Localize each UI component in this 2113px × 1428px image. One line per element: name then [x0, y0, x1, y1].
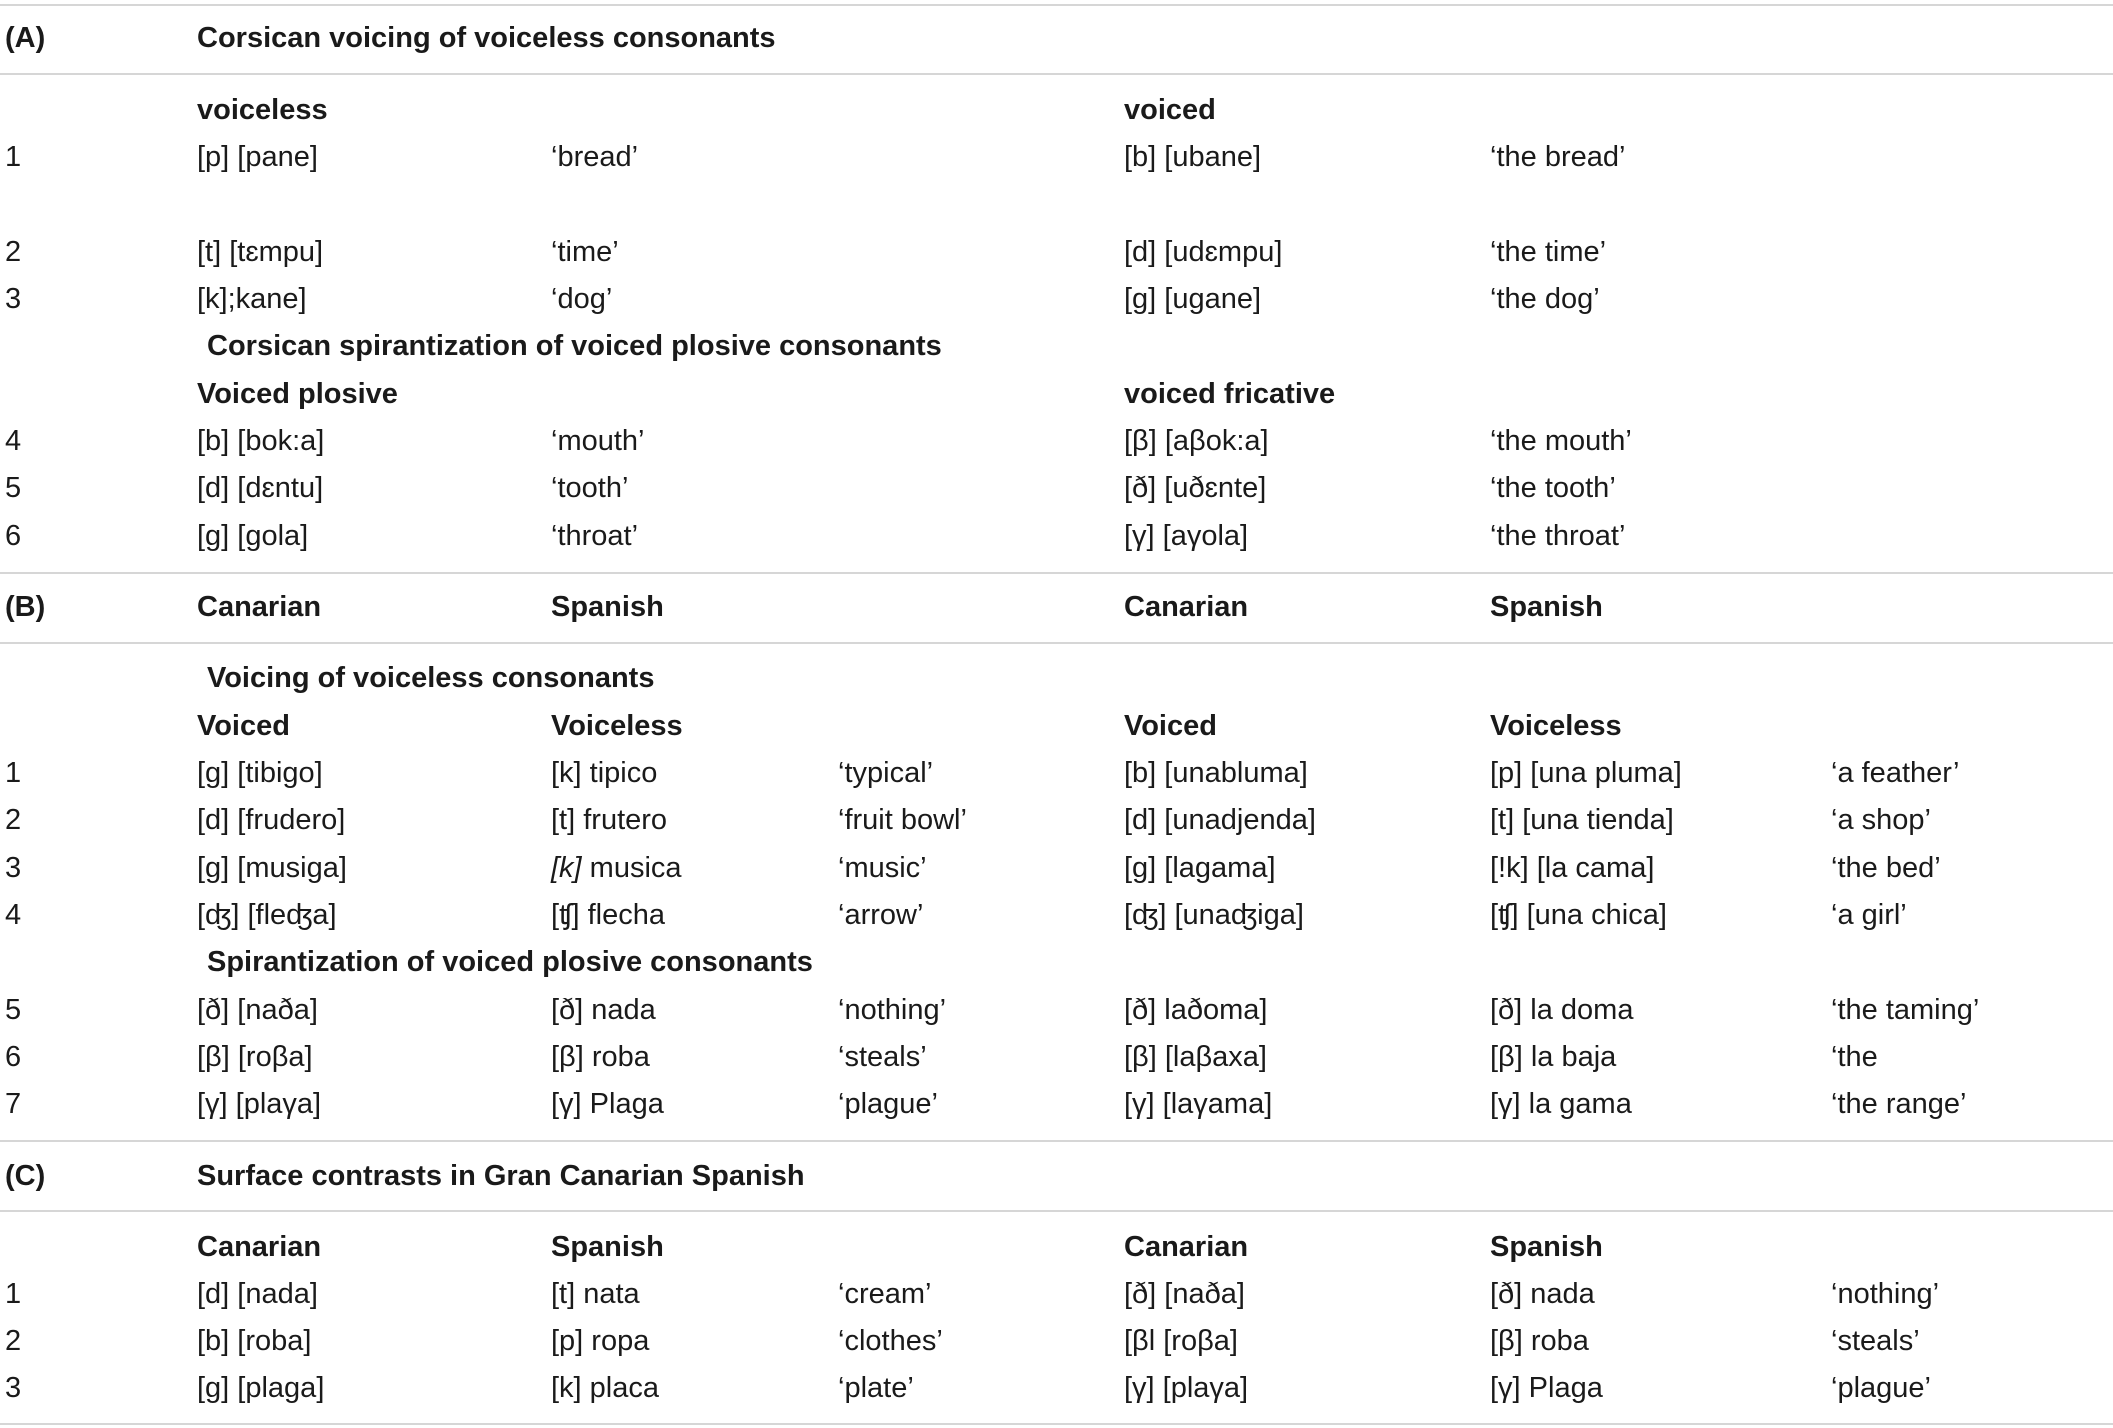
cell-gloss: ‘music’ — [838, 852, 927, 884]
column-header: Spanish — [1490, 591, 1603, 623]
row-number: 1 — [5, 757, 22, 789]
column-header: Canarian — [197, 1231, 322, 1263]
column-header: Voiceless — [1490, 710, 1622, 742]
cell-form-italic: [k] — [551, 852, 582, 884]
column-header: Voiced — [1124, 710, 1217, 742]
cell-form: [ʧ] [una chica] — [1490, 899, 1667, 931]
cell-gloss: ‘plague’ — [838, 1088, 938, 1120]
cell-gloss: ‘arrow’ — [838, 899, 924, 931]
column-header: Voiced — [197, 710, 290, 742]
cell-form: [d] [udɛmpu] — [1124, 236, 1283, 268]
row-number: 5 — [5, 472, 22, 504]
column-header: voiceless — [197, 94, 328, 126]
section-label: (C) — [5, 1160, 46, 1192]
cell-form: [!k] [la cama] — [1490, 852, 1655, 884]
row-number: 6 — [5, 1041, 22, 1073]
section-title: Surface contrasts in Gran Canarian Spanish — [197, 1160, 805, 1192]
cell-form: [β] roba — [551, 1041, 650, 1073]
column-header: Spanish — [551, 1231, 664, 1263]
cell-gloss: ‘tooth’ — [551, 472, 629, 504]
cell-form: [β] roba — [1490, 1325, 1589, 1357]
cell-form: [k] placa — [551, 1372, 659, 1404]
table-rule-top — [0, 4, 2113, 6]
row-number: 6 — [5, 520, 22, 552]
cell-form: [b] [bok:a] — [197, 425, 325, 457]
cell-form: [t] [una tienda] — [1490, 804, 1674, 836]
row-number: 1 — [5, 141, 22, 173]
cell-form: [g] [tibigo] — [197, 757, 323, 789]
table-rule — [0, 642, 2113, 644]
section-label: (B) — [5, 591, 46, 623]
subsection-title: Corsican spirantization of voiced plosive consonants — [207, 330, 942, 362]
cell-form: [b] [roba] — [197, 1325, 312, 1357]
table-rule-bottom — [0, 1423, 2113, 1425]
cell-form: [γ] [plaγa] — [197, 1088, 322, 1120]
column-header: Voiced plosive — [197, 378, 398, 410]
cell-form: [γ] [plaγa] — [1124, 1372, 1249, 1404]
row-number: 2 — [5, 1325, 22, 1357]
cell-form: [ʧ] flecha — [551, 899, 666, 931]
cell-gloss: ‘steals’ — [1831, 1325, 1920, 1357]
cell-gloss: ‘the taming’ — [1831, 994, 1980, 1026]
cell-form: [t] nata — [551, 1278, 640, 1310]
cell-gloss: ‘mouth’ — [551, 425, 645, 457]
cell-form: [ð] [naða] — [197, 994, 318, 1026]
cell-gloss: ‘steals’ — [838, 1041, 927, 1073]
row-number: 7 — [5, 1088, 22, 1120]
cell-form: [p] ropa — [551, 1325, 650, 1357]
cell-gloss: ‘nothing’ — [1831, 1278, 1940, 1310]
cell-gloss: ‘the dog’ — [1490, 283, 1600, 315]
cell-form: [g] [musiga] — [197, 852, 347, 884]
cell-form: [ð] laðoma] — [1124, 994, 1268, 1026]
cell-form: [d] [nada] — [197, 1278, 318, 1310]
row-number: 4 — [5, 425, 22, 457]
cell-gloss: ‘dog’ — [551, 283, 613, 315]
cell-gloss: ‘the mouth’ — [1490, 425, 1632, 457]
row-number: 1 — [5, 1278, 22, 1310]
cell-form: [p] [pane] — [197, 141, 318, 173]
section-label: (A) — [5, 22, 46, 54]
table-rule — [0, 73, 2113, 75]
column-header: Canarian — [1124, 591, 1249, 623]
cell-form: [k] tipico — [551, 757, 658, 789]
cell-form: [γ] Plaga — [551, 1088, 664, 1120]
column-header: Spanish — [551, 591, 664, 623]
cell-form: [ð] [uðɛnte] — [1124, 472, 1267, 504]
column-header: voiced fricative — [1124, 378, 1336, 410]
cell-form: [ð] nada — [1490, 1278, 1595, 1310]
cell-form: [g] [gola] — [197, 520, 309, 552]
table-rule — [0, 1210, 2113, 1212]
cell-gloss: ‘plate’ — [838, 1372, 914, 1404]
cell-form: [k];kane] — [197, 283, 307, 315]
row-number: 3 — [5, 852, 22, 884]
cell-form: [γ] [laγama] — [1124, 1088, 1273, 1120]
cell-form: [t] [tɛmpu] — [197, 236, 324, 268]
cell-form: [βl [roβa] — [1124, 1325, 1238, 1357]
section-title: Corsican voicing of voiceless consonants — [197, 22, 776, 54]
cell-form: [d] [dɛntu] — [197, 472, 324, 504]
cell-gloss: ‘a girl’ — [1831, 899, 1907, 931]
cell-gloss: ‘plague’ — [1831, 1372, 1931, 1404]
cell-gloss: ‘the range’ — [1831, 1088, 1967, 1120]
cell-gloss: ‘nothing’ — [838, 994, 947, 1026]
cell-form: [g] [ugane] — [1124, 283, 1262, 315]
cell-form: [ð] nada — [551, 994, 656, 1026]
cell-gloss: ‘fruit bowl’ — [838, 804, 967, 836]
cell-form: [β] la baja — [1490, 1041, 1617, 1073]
column-header: voiced — [1124, 94, 1216, 126]
row-number: 5 — [5, 994, 22, 1026]
cell-form: [ð] la doma — [1490, 994, 1634, 1026]
cell-form: [γ] [aγola] — [1124, 520, 1249, 552]
cell-form: [ʤ] [fleʤa] — [197, 899, 337, 931]
row-number: 4 — [5, 899, 22, 931]
row-number: 3 — [5, 283, 22, 315]
cell-gloss: ‘the — [1831, 1041, 1878, 1073]
cell-form: [t] frutero — [551, 804, 668, 836]
cell-gloss: ‘throat’ — [551, 520, 639, 552]
row-number: 2 — [5, 236, 22, 268]
cell-gloss: ‘time’ — [551, 236, 619, 268]
cell-form — [551, 850, 682, 886]
cell-gloss: ‘bread’ — [551, 141, 639, 173]
cell-form: [p] [una pluma] — [1490, 757, 1682, 789]
subsection-title: Voicing of voiceless consonants — [207, 662, 655, 694]
cell-gloss: ‘the throat’ — [1490, 520, 1626, 552]
cell-form: [b] [unabluma] — [1124, 757, 1308, 789]
cell-form: [g] [lagama] — [1124, 852, 1276, 884]
cell-form: [β] [laβaxa] — [1124, 1041, 1267, 1073]
cell-gloss: ‘a feather’ — [1831, 757, 1960, 789]
cell-form: [d] [unadjenda] — [1124, 804, 1316, 836]
cell-gloss: ‘a shop’ — [1831, 804, 1931, 836]
column-header: Voiceless — [551, 710, 683, 742]
row-number: 3 — [5, 1372, 22, 1404]
column-header: Canarian — [197, 591, 322, 623]
cell-gloss: ‘the bread’ — [1490, 141, 1626, 173]
cell-form: [γ] Plaga — [1490, 1372, 1603, 1404]
subsection-title: Spirantization of voiced plosive consonants — [207, 946, 813, 978]
cell-gloss: ‘typical’ — [838, 757, 934, 789]
table-rule — [0, 572, 2113, 574]
column-header: Canarian — [1124, 1231, 1249, 1263]
cell-form: [ʤ] [unaʤiga] — [1124, 899, 1304, 931]
cell-gloss: ‘cream’ — [838, 1278, 932, 1310]
cell-gloss: ‘the bed’ — [1831, 852, 1941, 884]
cell-form: [d] [frudero] — [197, 804, 346, 836]
cell-form: [β] [roβa] — [197, 1041, 313, 1073]
cell-form: [g] [plaga] — [197, 1372, 325, 1404]
cell-form: [β] [aβok:a] — [1124, 425, 1269, 457]
column-header: Spanish — [1490, 1231, 1603, 1263]
cell-form: [ð] [naða] — [1124, 1278, 1245, 1310]
cell-gloss: ‘the tooth’ — [1490, 472, 1616, 504]
cell-form: [b] [ubane] — [1124, 141, 1262, 173]
cell-gloss: ‘the time’ — [1490, 236, 1607, 268]
cell-gloss: ‘clothes’ — [838, 1325, 943, 1357]
row-number: 2 — [5, 804, 22, 836]
cell-form-rest: musica — [581, 852, 682, 884]
table-rule — [0, 1140, 2113, 1142]
cell-form: [γ] la gama — [1490, 1088, 1632, 1120]
